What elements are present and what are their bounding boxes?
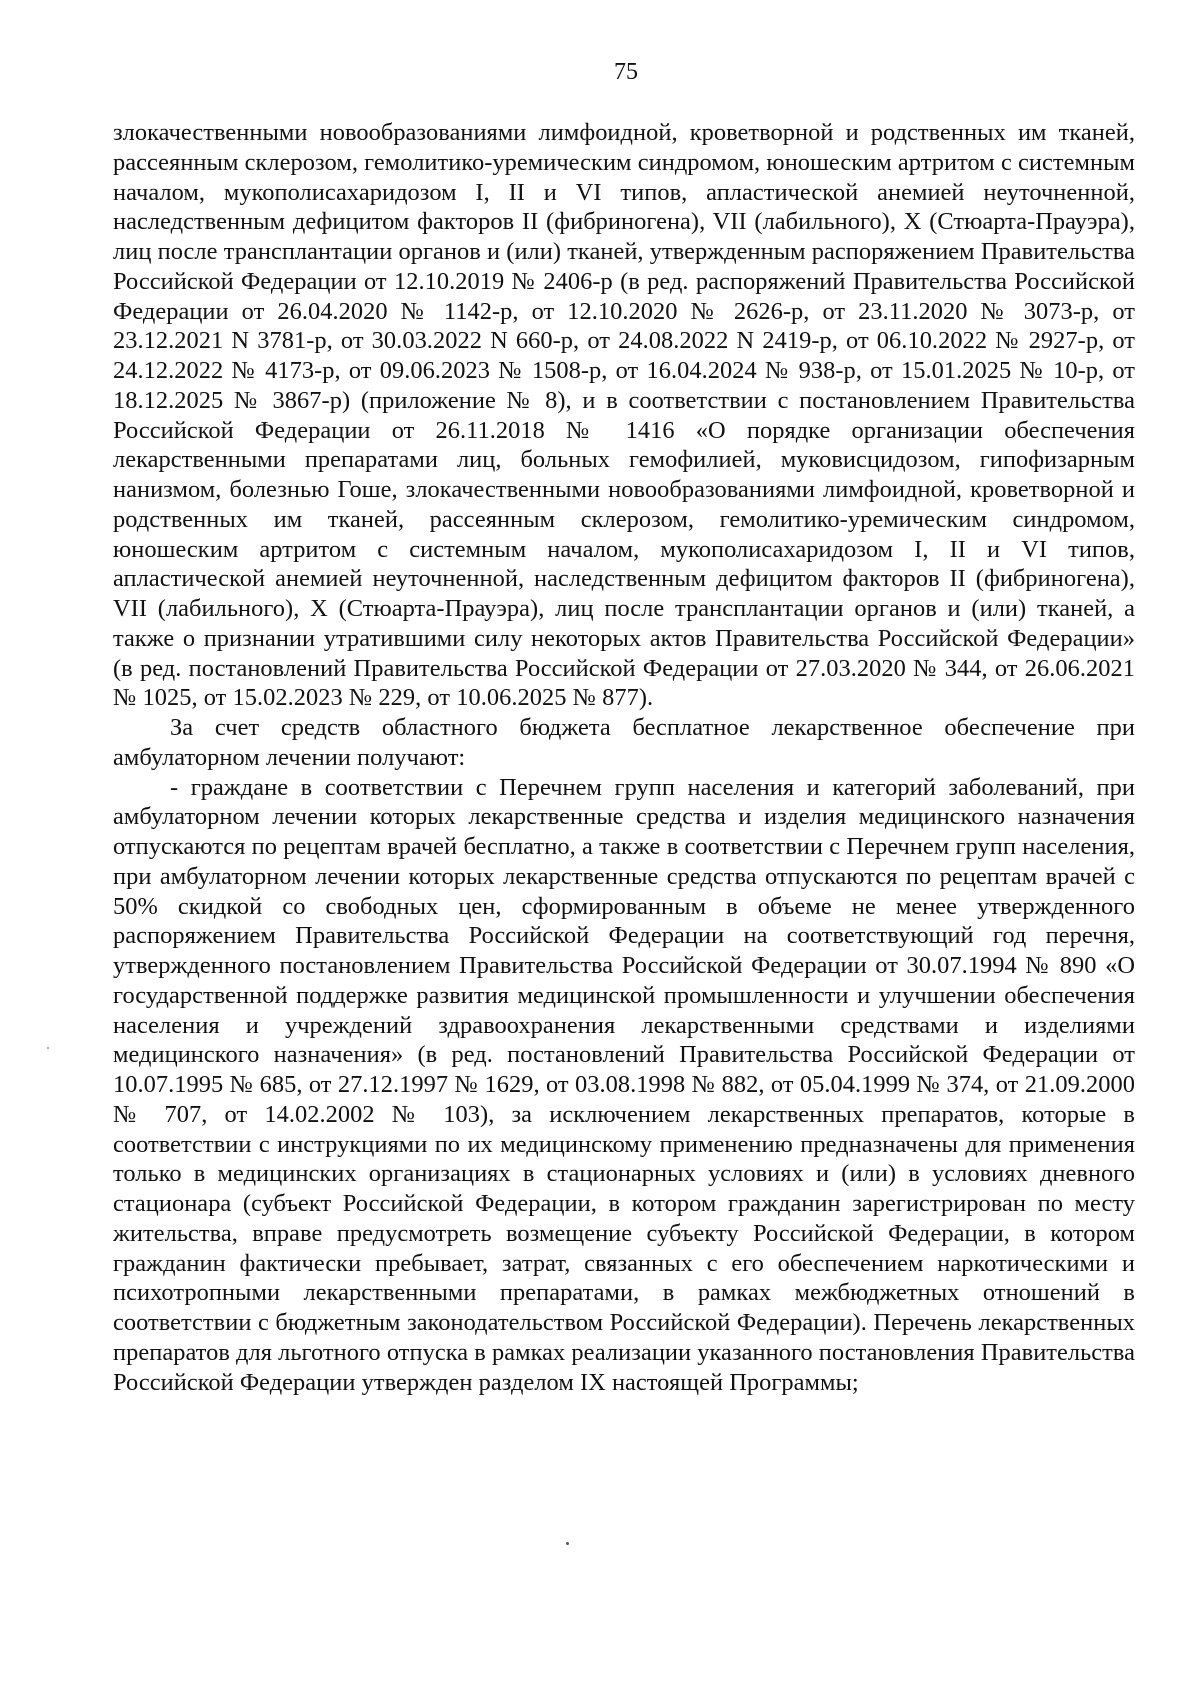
- scan-speck: [566, 1542, 569, 1545]
- page-number: 75: [614, 59, 638, 85]
- paragraph-continuation: злокачественными новообразованиями лимфоидной, кроветворной и родственных им тканей, рассеянным склерозом, гемолитико-уремическим синдромом, юношеским артритом с системным началом, мукополисахаридозом I, II и VI типов, апластической анемией неуточненной, наследственным дефицитом факторов II (фибриногена), VII (лабильного), X (Стюарта-Прауэра), лиц после трансплантации органов и (или) тканей, утвержденным распоряжением Правительства Российской Федерации от 12.10.2019 № 2406-р (в ред. распоряжений Правительства Российской Федерации от 26.04.2020 № 1142-р, от 12.10.2020 № 2626-р, от 23.11.2020 № 3073-р, от 23.12.2021 N 3781-р, от 30.03.2022 N 660-р, от 24.08.2022 N 2419-р, от 06.10.2022 № 2927-р, от 24.12.2022 № 4173-р, от 09.06.2023 № 1508-р, от 16.04.2024 № 938-р, от 15.01.2025 № 10-р, от 18.12.2025 № 3867-р) (приложение № 8), и в соответствии с постановлением Правительства Российской Федерации от 26.11.2018 № 1416 «О порядке организации обеспечения лекарственными препаратами лиц, больных гемофилией, муковисцидозом, гипофизарным нанизмом, болезнью Гоше, злокачественными новообразованиями лимфоидной, кроветворной и родственных им тканей, рассеянным склерозом, гемолитико-уремическим синдромом, юношеским артритом с системным началом, мукополисахаридозом I, II и VI типов, апластической анемией неуточненной, наследственным дефицитом факторов II (фибриногена), VII (лабильного), X (Стюарта-Прауэра), лиц после трансплантации органов и (или) тканей, а также о признании утратившими силу некоторых актов Правительства Российской Федерации» (в ред. постановлений Правительства Российской Федерации от 27.03.2020 № 344, от 26.06.2021 № 1025, от 15.02.2023 № 229, от 10.06.2025 № 877).: [113, 119, 1135, 712]
- document-body: [113, 118, 1135, 1397]
- scan-speck: [47, 1047, 49, 1049]
- paragraph-regional-budget: За счет средств областного бюджета бесплатное лекарственное обеспечение при амбулаторном лечении получают:: [113, 714, 1135, 771]
- paragraph-citizens-list-item: - граждане в соответствии с Перечнем групп населения и категорий заболеваний, при амбулаторном лечении которых лекарственные средства и изделия медицинского назначения отпускаются по рецептам врачей бесплатно, а также в соответствии с Перечнем групп населения, при амбулаторном лечении которых лекарственные средства отпускаются по рецептам врачей с 50% скидкой со свободных цен, сформированным в объеме не менее утвержденного распоряжением Правительства Российской Федерации на соответствующий год перечня, утвержденного постановлением Правительства Российской Федерации от 30.07.1994 № 890 «О государственной поддержке развития медицинской промышленности и улучшении обеспечения населения и учреждений здравоохранения лекарственными средствами и изделиями медицинского назначения» (в ред. постановлений Правительства Российской Федерации от 10.07.1995 № 685, от 27.12.1997 № 1629, от 03.08.1998 № 882, от 05.04.1999 № 374, от 21.09.2000 № 707, от 14.02.2002 № 103), за исключением лекарственных препаратов, которые в соответствии с инструкциями по их медицинскому применению предназначены для применения только в медицинских организациях в стационарных условиях и (или) в условиях дневного стационара (субъект Российской Федерации, в котором гражданин зарегистрирован по месту жительства, вправе предусмотреть возмещение субъекту Российской Федерации, в котором гражданин фактически пребывает, затрат, связанных с его обеспечением наркотическими и психотропными лекарственными препаратами, в рамках межбюджетных отношений в соответствии с бюджетным законодательством Российской Федерации). Перечень лекарственных препаратов для льготного отпуска в рамках реализации указанного постановления Правительства Российской Федерации утвержден разделом IX настоящей Программы;: [113, 773, 1135, 1396]
